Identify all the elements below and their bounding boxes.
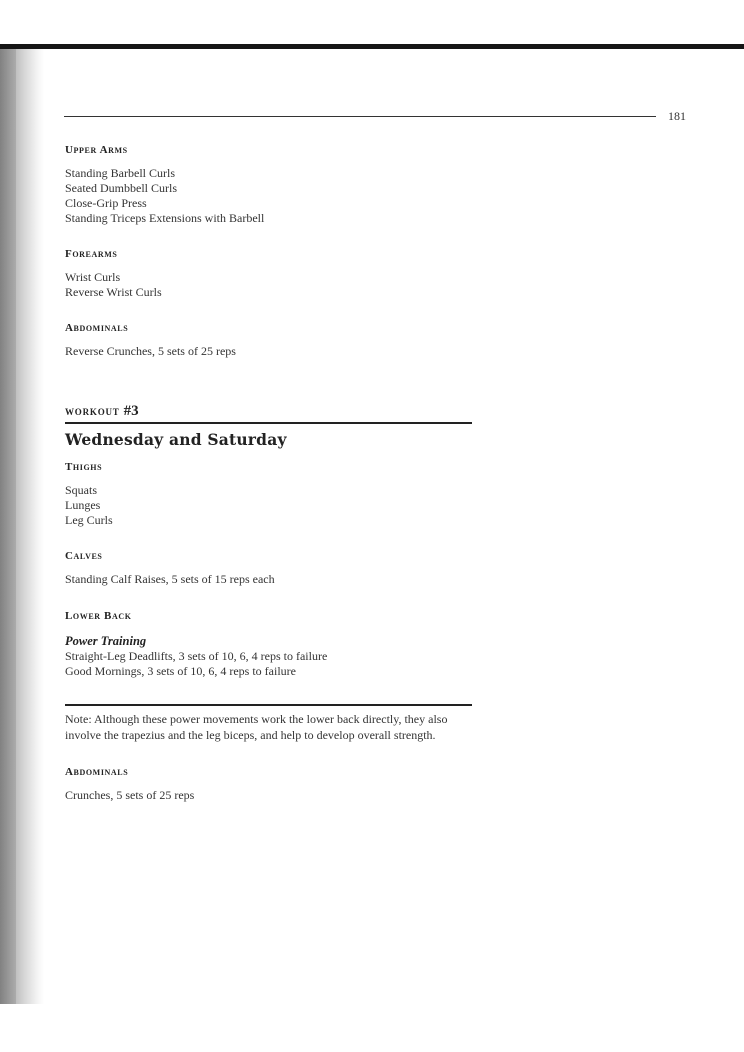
- scan-top-edge: [0, 44, 744, 49]
- section-heading-lower-back: Lower Back: [65, 610, 132, 622]
- section-heading-upper-arms: Upper Arms: [65, 144, 128, 156]
- exercise-list-lower-back: [65, 649, 327, 679]
- section-heading-calves: Calves: [65, 550, 103, 562]
- exercise-list-thighs: [65, 483, 113, 528]
- exercise-list-abdominals-2: [65, 788, 194, 803]
- list-item: Close-Grip Press: [65, 196, 147, 210]
- section-heading-abdominals: Abdominals: [65, 322, 129, 334]
- exercise-list-upper-arms: [65, 166, 264, 226]
- list-item: Reverse Wrist Curls: [65, 285, 162, 299]
- list-item: Leg Curls: [65, 513, 113, 527]
- workout-number: #3: [123, 403, 139, 419]
- header-rule: [64, 116, 656, 117]
- list-item: Straight-Leg Deadlifts, 3 sets of 10, 6, 4 reps to failure: [65, 649, 328, 663]
- list-item: Lunges: [65, 498, 101, 512]
- exercise-list-forearms: [65, 270, 162, 300]
- binding-shadow-inner: [0, 49, 16, 1004]
- list-item: Reverse Crunches, 5 sets of 25 reps: [65, 344, 236, 358]
- workout-label: [65, 403, 139, 420]
- list-item: Wrist Curls: [65, 270, 121, 284]
- list-item: Standing Calf Raises, 5 sets of 15 reps each: [65, 572, 275, 586]
- section-heading-forearms: Forearms: [65, 248, 118, 260]
- page-number: 181: [668, 109, 686, 123]
- workout-label-text: workout: [65, 403, 120, 418]
- subheading-power-training: Power Training: [65, 634, 147, 648]
- list-item: Good Mornings, 3 sets of 10, 6, 4 reps to failure: [65, 664, 296, 678]
- section-heading-thighs: Thighs: [65, 461, 103, 473]
- note-text: Note: Although these power movements work the lower back directly, they also involve the trapezius and the leg biceps, and help to develop overall strength.: [65, 712, 448, 742]
- note-rule: [65, 704, 472, 706]
- list-item: Standing Triceps Extensions with Barbell: [65, 211, 265, 225]
- list-item: Crunches, 5 sets of 25 reps: [65, 788, 195, 802]
- exercise-list-calves: [65, 572, 275, 587]
- list-item: Squats: [65, 483, 98, 497]
- list-item: Seated Dumbbell Curls: [65, 181, 177, 195]
- workout-rule: [65, 422, 472, 424]
- list-item: Standing Barbell Curls: [65, 166, 175, 180]
- workout-day-title: Wednesday and Saturday: [65, 430, 287, 449]
- section-heading-abdominals-2: Abdominals: [65, 766, 129, 778]
- exercise-list-abdominals: [65, 344, 236, 359]
